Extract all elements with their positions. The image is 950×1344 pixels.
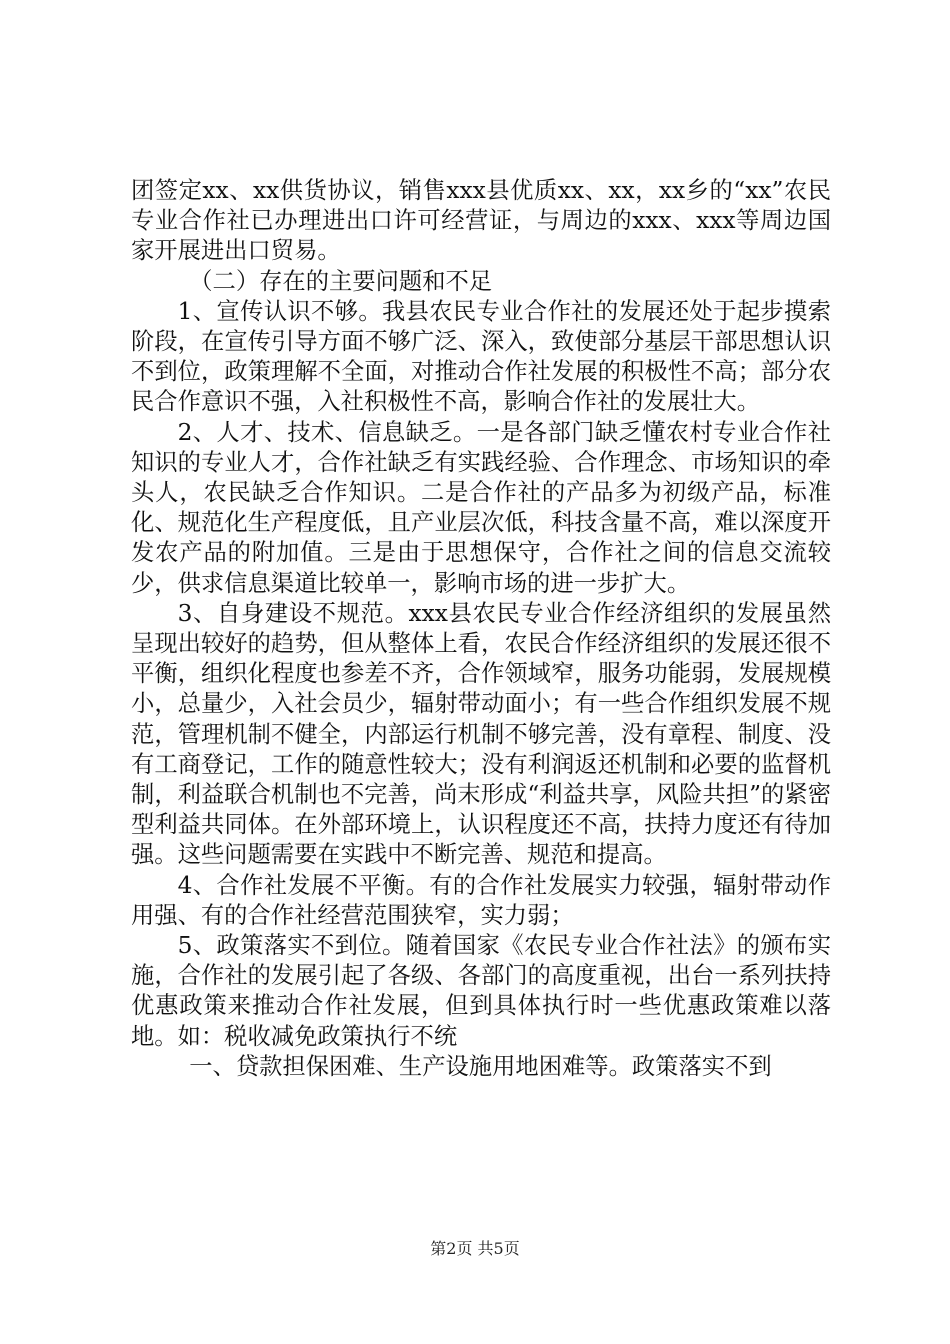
paragraph-item-2: 2、人才、技术、信息缺乏。一是各部门缺乏懂农村专业合作社知识的专业人才，合作社缺乏有实践经验、合作理念、市场知识的牵头人，农民缺乏合作知识。二是合作社的产品多为初级产品，标准化、规范化生产程度低，且产业层次低，科技含量不高，难以深度开发农产品的附加值。三是由于思想保守，合作社之间的信息交流较少，供求信息渠道比较单一，影响市场的进一步扩大。 — [131, 418, 831, 597]
paragraph-item-5: 5、政策落实不到位。随着国家《农民专业合作社法》的颁布实施，合作社的发展引起了各级、各部门的高度重视，出台一系列扶持优惠政策来推动合作社发展，但到具体执行时一些优惠政策难以落地。如：税收减免政策执行不统 — [131, 932, 831, 1050]
paragraph-trailing: 一、贷款担保困难、生产设施用地困难等。政策落实不到 — [189, 1052, 772, 1080]
document-body — [131, 176, 831, 1082]
section-heading: （二）存在的主要问题和不足 — [189, 267, 493, 295]
paragraph-item-1: 1、宣传认识不够。我县农民专业合作社的发展还处于起步摸索阶段，在宣传引导方面不够广泛、深入，致使部分基层干部思想认识不到位，政策理解不全面，对推动合作社发展的积极性不高；部分农民合作意识不强，入社积极性不高，影响合作社的发展壮大。 — [131, 297, 831, 416]
paragraph-continuation: 团签定xx、xx供货协议，销售xxx县优质xx、xx，xx乡的“xx”农民专业合作社已办理进出口许可经营证，与周边的xxx、xxx等周边国家开展进出口贸易。 — [131, 177, 831, 265]
page-footer — [0, 1239, 950, 1259]
paragraph-item-4: 4、合作社发展不平衡。有的合作社发展实力较强，辐射带动作用强、有的合作社经营范围狭窄，实力弱； — [131, 871, 831, 929]
page-number: 第2页 共5页 — [430, 1239, 520, 1258]
paragraph-item-3: 3、自身建设不规范。xxx县农民专业合作经济组织的发展虽然呈现出较好的趋势，但从整体上看，农民合作经济组织的发展还很不平衡，组织化程度也参差不齐，合作领域窄，服务功能弱，发展规模小，总量少，入社会员少，辐射带动面小；有一些合作组织发展不规范，管理机制不健全，内部运行机制不够完善，没有章程、制度、没有工商登记，工作的随意性较大；没有利润返还机制和必要的监督机制，利益联合机制也不完善，尚末形成“利益共享，风险共担”的紧密型利益共同体。在外部环境上，认识程度还不高，扶持力度还有待加强。这些问题需要在实践中不断完善、规范和提高。 — [131, 599, 831, 869]
